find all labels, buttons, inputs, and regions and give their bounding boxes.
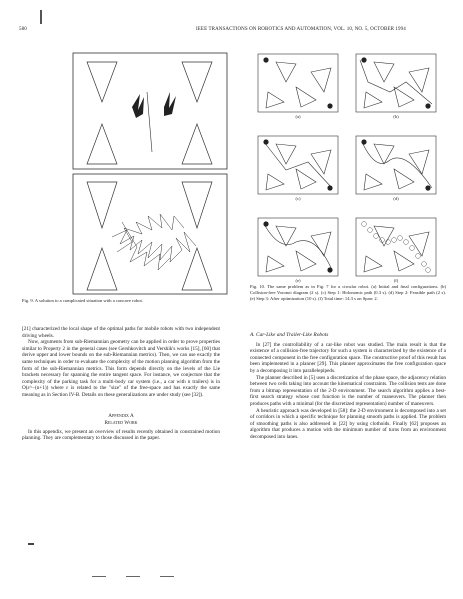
scan-dash (126, 576, 140, 577)
left-paragraph-1: [21] characterized the local shape of the optimal paths for mobile robots with two independent driving wheels. (22, 326, 220, 339)
panel-label-f: (f) (393, 278, 399, 283)
section-title: A. Car-Like and Trailer-Like Robots (250, 332, 329, 338)
scan-mark (40, 10, 42, 24)
right-paragraph-3: A heuristic approach was developed in [58]: the 2-D environment is decomposed into a set of corridors in which a specific technique for planning smooth paths is applied. The problem of smoothing paths is also addressed in [22] by using clothoids. Finally [62] proposes an algorithm that produces a motion with the minimum number of turns from an environment decomposed into lanes. (250, 407, 446, 440)
fig10-caption: Fig. 10. The same problem as in Fig. 7 for a circular robot. (a) Initial and final configurations. (b) Collision-free Voronoi diagram (2 s). (c) Step 1: Holonomic path (0.3 s). (d) Step 2: Feasible path (2 s). (e) Step 3: After optimization (10 s). (f) Total time: 14.3 s on Sparc 2. (250, 284, 446, 301)
right-column (250, 332, 446, 441)
fig10-illustration (256, 52, 442, 282)
appendix-subtitle: Related Work (104, 419, 138, 426)
panel-label-b: (b) (393, 114, 399, 119)
right-paragraph-1: In [27] the controllability of a car-like robot was studied. The main result is that the existence of a collision-free trajectory for such a system is characterized by the existence of a connected component in the free configuration space. The constructive proof of this result has been implemented in a planner [29]. This planner approximates the free configuration space by a decomposing it into parallelepipeds. (250, 341, 446, 374)
scan-dash (92, 576, 106, 577)
panel-label-a: (a) (295, 114, 301, 119)
left-paragraph-2: Now, arguments from sub-Riemannian geometry can be applied in order to prove properties similar to Property 2 in the general cases (see Gershkovitch and Vershik's works [15], [60] that derive upper and lower bounds on the sub-Riemannian metrics). Then, we can use exactly the same techniques in order to evaluate the complexity of the motion planning algorithm from the form of the sub-Riemannian metrics. This form depends directly on the levels of the Lie brackets necessary for spanning the entire tangent space. For instance, we conjecture that the complexity of the parking task for a multi-body car system (i.e., a car with n trailers) is in O(ε^−(n+1)) where ε is related to the "size" of the free-space and has exactly the same meaning as in Section IV-B. Details on these generalizations are under study (see [32]). (22, 339, 220, 398)
fig9-illustration (72, 52, 228, 296)
panel-label-c: (c) (295, 196, 301, 201)
panel-label-d: (d) (393, 196, 399, 201)
right-paragraph-2: The planner described in [5] uses a discretization of the phase space, the adjacency relation between two cells taking into account the kinematical constraints. The collision tests are done from a bitmap representation of the 2-D environment. The search algorithm applies a best-first search strategy whose cost function is the number of maneuvers. The planner then produces paths with a minimal (for the discretized representation) number of maneuvers. (250, 374, 446, 407)
panel-label-e: (e) (295, 278, 301, 283)
page-number: 580 (19, 27, 27, 32)
left-paragraph-3: In this appendix, we present an overview of results recently obtained in constrained motion planning. They are complementary to those discussed in the paper. (22, 428, 220, 442)
fig9-caption: Fig. 9. A solution to a complicated situation with a concave robot. (22, 298, 143, 303)
fig9-figure (72, 52, 228, 296)
scan-dash (160, 576, 174, 577)
appendix-title: Appendix A (108, 412, 134, 419)
scan-mark-bottom (28, 543, 34, 545)
running-title: IEEE TRANSACTIONS ON ROBOTICS AND AUTOMATION, VOL. 10, NO. 5, OCTOBER 1994 (196, 27, 406, 32)
fig10-figure (256, 52, 442, 282)
left-column (22, 326, 220, 442)
